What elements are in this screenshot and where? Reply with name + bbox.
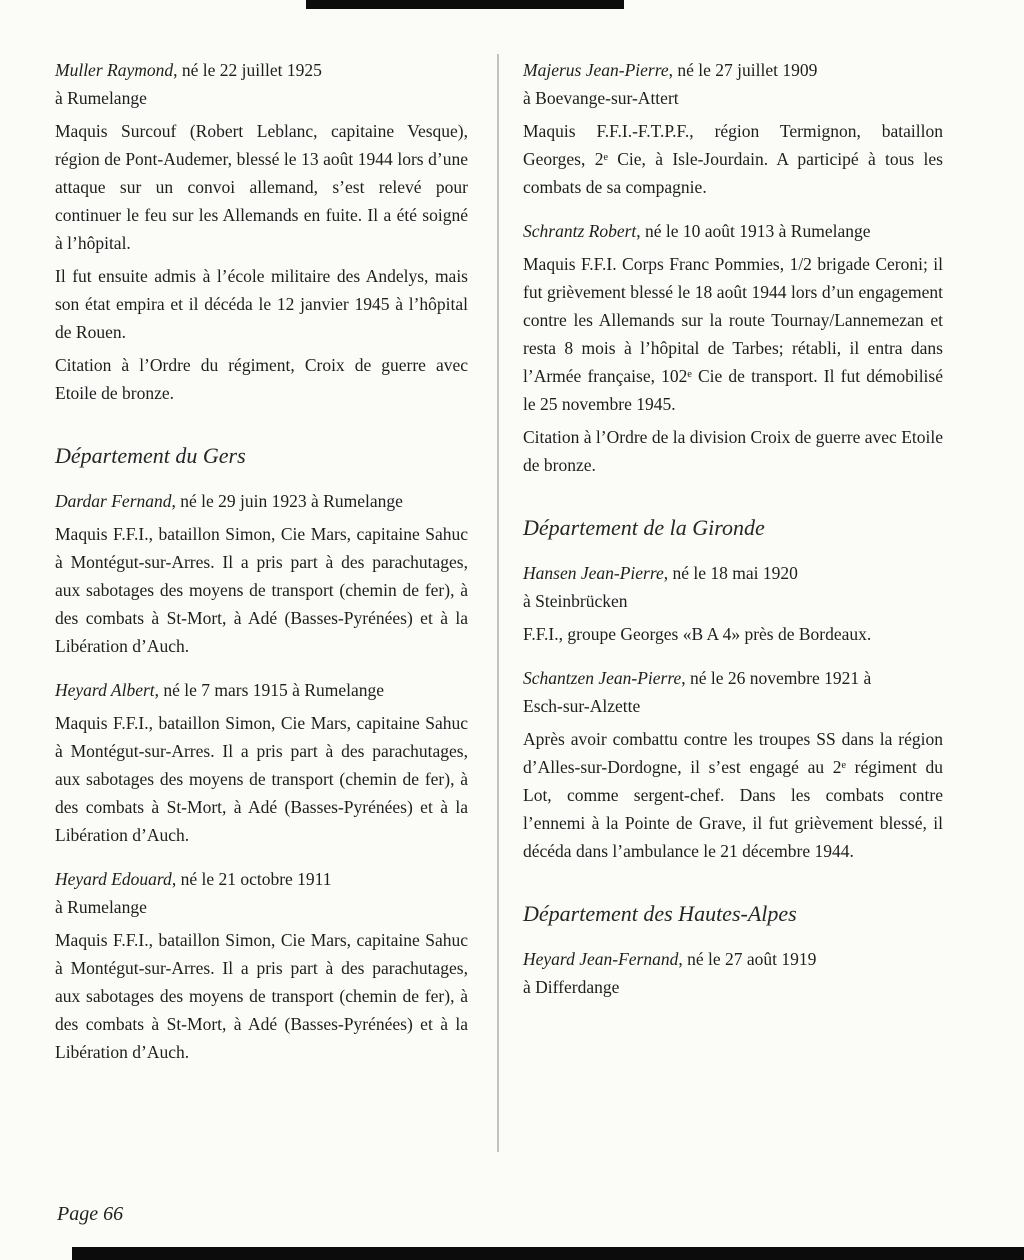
entry-birth-place: à Steinbrücken (523, 591, 628, 611)
entry-birth-info: , né le 21 octobre 1911 (171, 869, 332, 889)
biography-paragraph: F.F.I., groupe Georges «B A 4» près de Bordeaux. (523, 624, 872, 644)
entry-birth-info: , né le 27 août 1919 (678, 949, 817, 969)
person-name: Dardar Fernand (55, 491, 172, 511)
right-column (523, 56, 943, 1005)
entry-header (55, 676, 468, 704)
scan-artifact-bottom (72, 1247, 1024, 1260)
biography-paragraph: Maquis F.F.I., bataillon Simon, Cie Mars, capitaine Sahuc à Montégut-sur-Arres. Il a pris part à des parachutages, aux sabotages des moyens de transport (chemin de fer), à des combats à St-Mort, à Adé (Basses-Pyrénées) et à la Libération d’Auch. (55, 713, 468, 845)
entry-header (523, 664, 943, 720)
biography-paragraph: Citation à l’Ordre de la division Croix de guerre avec Etoile de bronze. (523, 427, 943, 475)
biography-paragraph: Citation à l’Ordre du régiment, Croix de guerre avec Etoile de bronze. (55, 355, 468, 403)
biography-paragraph: Après avoir combattu contre les troupes SS dans la région d’Alles-sur-Dordogne, il s’est engagé au 2ᵉ régiment du Lot, comme sergent-chef. Dans les combats contre l’ennemi à la Pointe de Grave, il fut grièvement blessé, il décéda dans l’ambulance le 21 décembre 1944. (523, 729, 943, 861)
person-name: Schrantz Robert (523, 221, 637, 241)
entry-birth-info: , né le 26 novembre 1921 à (681, 668, 872, 688)
biography-paragraph: Maquis F.F.I., bataillon Simon, Cie Mars, capitaine Sahuc à Montégut-sur-Arres. Il a pris part à des parachutages, aux sabotages des moyens de transport (chemin de fer), à des combats à St-Mort, à Adé (Basses-Pyrénées) et à la Libération d’Auch. (55, 930, 468, 1062)
column-divider (497, 54, 499, 1152)
biography-paragraph: Maquis F.F.I.-F.T.P.F., région Termignon, bataillon Georges, 2ᵉ Cie, à Isle-Jourdain. A participé à tous les combats de sa compagnie. (523, 121, 943, 197)
person-name: Heyard Jean-Fernand (523, 949, 679, 969)
scan-artifact-top (306, 0, 624, 9)
entry-birth-place: à Rumelange (55, 897, 147, 917)
person-name: Muller Raymond (55, 60, 174, 80)
entry-header (55, 56, 468, 112)
entry-birth-info: , né le 27 juillet 1909 (668, 60, 818, 80)
biography-paragraph: Maquis Surcouf (Robert Leblanc, capitaine Vesque), région de Pont-Audemer, blessé le 13 août 1944 lors d’une attaque sur un convoi allemand, s’est relevé pour continuer le feu sur les Allemands en fuite. Il a été soigné à l’hôpital. (55, 121, 468, 253)
entry-header (523, 559, 943, 615)
entry-header (55, 487, 468, 515)
section-heading: Département des Hautes-Alpes (523, 901, 797, 926)
person-name: Heyard Albert (55, 680, 155, 700)
person-name: Heyard Edouard (55, 869, 172, 889)
entry-birth-info: , né le 10 août 1913 à Rumelange (636, 221, 871, 241)
entry-header (523, 217, 943, 245)
biography-paragraph: Il fut ensuite admis à l’école militaire des Andelys, mais son état empira et il décéda le 12 janvier 1945 à l’hôpital de Rouen. (55, 266, 468, 342)
section-heading: Département de la Gironde (523, 515, 765, 540)
biography-paragraph: Maquis F.F.I., bataillon Simon, Cie Mars, capitaine Sahuc à Montégut-sur-Arres. Il a pris part à des parachutages, aux sabotages des moyens de transport (chemin de fer), à des combats à St-Mort, à Adé (Basses-Pyrénées) et à la Libération d’Auch. (55, 524, 468, 656)
entry-birth-place: à Boevange-sur-Attert (523, 88, 679, 108)
entry-birth-info: , né le 29 juin 1923 à Rumelange (171, 491, 403, 511)
entry-birth-info: , né le 18 mai 1920 (663, 563, 798, 583)
person-name: Majerus Jean-Pierre (523, 60, 669, 80)
left-column (55, 56, 468, 1066)
section-heading: Département du Gers (55, 443, 246, 468)
biography-paragraph: Maquis F.F.I. Corps Franc Pommies, 1/2 brigade Ceroni; il fut grièvement blessé le 18 août 1944 lors d’un engagement contre les Allemands sur la route Tournay/Lannemezan et resta 8 mois à l’hôpital de Tarbes; rétabli, il entra dans l’Armée française, 102ᵉ Cie de transport. Il fut démobilisé le 25 novembre 1945. (523, 254, 943, 414)
entry-header (523, 56, 943, 112)
entry-birth-info: , né le 7 mars 1915 à Rumelange (154, 680, 385, 700)
page-number: Page 66 (57, 1203, 124, 1225)
entry-birth-place: Esch-sur-Alzette (523, 696, 641, 716)
person-name: Schantzen Jean-Pierre (523, 668, 682, 688)
entry-header (55, 865, 468, 921)
entry-header (523, 945, 943, 1001)
entry-birth-place: à Differdange (523, 977, 620, 997)
person-name: Hansen Jean-Pierre (523, 563, 664, 583)
entry-birth-info: , né le 22 juillet 1925 (173, 60, 322, 80)
entry-birth-place: à Rumelange (55, 88, 147, 108)
